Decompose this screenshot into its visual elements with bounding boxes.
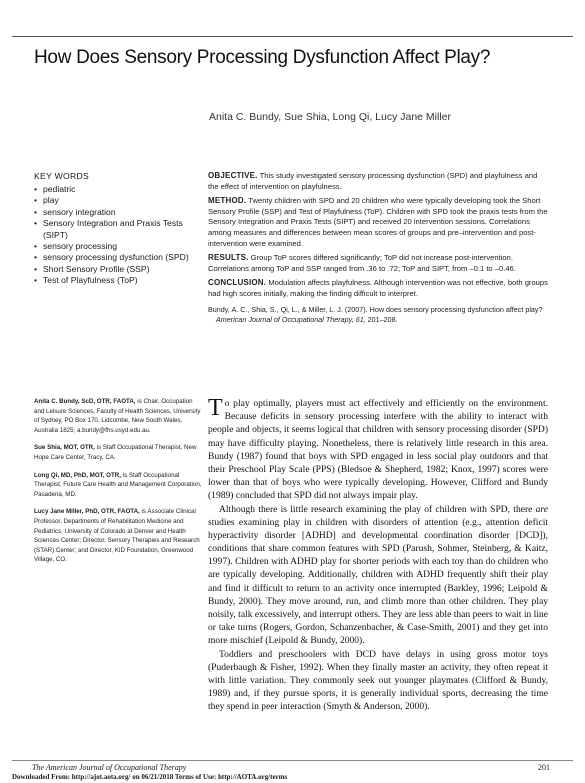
abstract-method: [208, 196, 548, 249]
affiliation-item: [34, 443, 202, 462]
keyword-item: • sensory processing: [34, 241, 202, 252]
method-text: Twenty children with SPD and 20 children who were typically developing took the Short Sensory Profile (SSP) and Test of Playfulness (ToP). Children with SPD took the praxis tests from the Sensory Integration and Praxis Tests (SIPT) and received 20 intervention sessions. Correlations among measures and differences between mean scores of groups and pre–intervention and post-intervention were examined.: [208, 196, 548, 248]
page-number: 201: [538, 763, 550, 772]
affiliation-name: Lucy Jane Miller, PhD, OTR, FAOTA,: [34, 508, 140, 516]
affiliation-name: Sue Shia, MOT, OTR,: [34, 444, 95, 452]
citation-journal: American Journal of Occupational Therapy, 61,: [216, 314, 366, 324]
conclusion-label: CONCLUSION.: [208, 278, 267, 288]
abstract-results: [208, 253, 548, 274]
affiliation-text: is Chair, Occupation and Leisure Sciences, Faculty of Health Sciences, University of Sydney, PO Box 170, Lidcombe, New South Wales, Australia 1825; a.bundy@fhs.usyd.edu.au.: [34, 398, 201, 434]
paragraph-text: Although there is little research examining the play of children with SPD, there: [219, 503, 536, 515]
body-paragraph: [208, 503, 548, 648]
citation-pages: 201–208.: [365, 314, 398, 324]
objective-label: OBJECTIVE.: [208, 171, 258, 180]
body-paragraph: [208, 648, 548, 714]
keyword-item: • pediatric: [34, 184, 202, 195]
top-rule: [12, 36, 573, 37]
keywords-list: [34, 184, 202, 287]
keyword-item: • Sensory Integration and Praxis Tests (SIPT): [34, 218, 202, 241]
drop-cap: T: [208, 395, 223, 421]
paragraph-text: Toddlers and preschoolers with DCD have delays in using gross motor toys (Puderbaugh & Fisher, 1992). When they finally master an activity, they often repeat it with little variation. They commonly seek out younger playmates (Clifford & Bundy, 1989) and, if they pursue sports, it is generally individual sports, decreasing the time they spend in peer interaction (Smyth & Anderson, 2000).: [208, 648, 548, 713]
footer-journal-name: The American Journal of Occupational Therapy: [32, 763, 187, 772]
citation-prefix: Bundy, A. C., Shia, S., Qi, L., & Miller, L. J. (2007). How does sensory processing dysfunction affect play?: [208, 304, 543, 314]
keyword-item: • Short Sensory Profile (SSP): [34, 264, 202, 275]
affiliation-item: [34, 397, 202, 435]
author-affiliations: [34, 397, 202, 573]
affiliation-name: Anita C. Bundy, ScD, OTR, FAOTA,: [34, 398, 136, 405]
affiliation-text: is Staff Occupational Therapist, Future Care Health and Management Corporation, Pasadena, MD.: [34, 471, 202, 498]
objective-text: This study investigated sensory processing dysfunction (SPD) and playfulness and the effect of intervention on playfulness.: [208, 171, 538, 191]
body-paragraph: [208, 397, 548, 503]
author-list: Anita C. Bundy, Sue Shia, Long Qi, Lucy Jane Miller: [209, 111, 452, 123]
abstract: [208, 171, 548, 329]
conclusion-text: Modulation affects playfulness. Although intervention was not effective, both groups had high scores initially, making the finding difficult to interpret.: [208, 278, 548, 298]
emphasis-text: are: [535, 503, 548, 515]
footer-rule: [12, 760, 573, 761]
article-body: [208, 397, 548, 714]
abstract-objective: [208, 171, 548, 192]
paragraph-text: o play optimally, players must act effectively and efficiently on the environment. Because deficits in sensory processing interfere with the ability to interact with people and objects, it seems logical that children with sensory processing disorder (SPD) may have difficulty playing. Nonetheless, there is relatively little research in this area. Bundy (1987) found that boys with SPD engaged in less social play outdoors and that their Preschool Play Scale (PPS) (Bledsoe & Shepherd, 1982; Knox, 1997) scores were lower than that of boys who were typically developing. However, Clifford and Bundy (1989) concluded that SPD did not always impair play.: [208, 398, 548, 502]
keyword-item: • Test of Playfulness (ToP): [34, 275, 202, 286]
affiliation-text: is Associate Clinical Professor, Departments of Rehabilitation Medicine and Pediatrics, University of Colorado at Denver and Health Sciences Center; Director, Sensory Therapies and Research (STAR) Center; and Director, KID Foundation, Greenwood Village, CO.: [34, 508, 200, 564]
results-label: RESULTS.: [208, 253, 249, 263]
citation: [208, 305, 548, 325]
results-text: Group ToP scores differed significantly; ToP did not increase post-intervention. Correlations among ToP and SSP ranged from .36 to .72; ToP and SIPT, from –0.1 to –0.46.: [208, 253, 516, 273]
download-notice: Downloaded From: http://ajot.aota.org/ on 06/21/2018 Terms of Use: http://AOTA.org/terms: [12, 773, 288, 781]
keyword-item: • play: [34, 195, 202, 206]
article-title: How Does Sensory Processing Dysfunction Affect Play?: [34, 47, 491, 68]
keyword-item: • sensory integration: [34, 207, 202, 218]
keywords-heading: KEY WORDS: [34, 171, 90, 181]
keyword-item: • sensory processing dysfunction (SPD): [34, 252, 202, 263]
affiliation-name: Long Qi, MD, PhD, MOT, OTR,: [34, 471, 121, 479]
affiliation-text: is Staff Occupational Therapist, New Hope Care Center, Tracy, CA.: [34, 444, 197, 461]
paragraph-text: studies examining play in children with disorders of attention (e.g., attention deficit hyperactivity disorder [ADHD] and developmental coordination disorder [DCD]), conditions that share common features with SPD (Parush, Sohmer, Steinberg, & Kaitz, 1997). Children with ADHD play for shorter periods with each toy than do children who are typically developing. Additionally, children with ADHD frequently shift their play and find it difficult to return to an activity once interrupted (Barkley, 1996; Leipold & Bundy, 2000). They move around, run, and climb more than other children. They play noisily, talk excessively, and interrupt others. They are less able than peers to wait in line or take turns (Rogers, Gordon, Schanzenbacher, & Case-Smith, 2001) and they get into more mischief (Leipold & Bundy, 2000).: [208, 516, 548, 647]
affiliation-item: [34, 507, 202, 565]
abstract-conclusion: [208, 278, 548, 299]
affiliation-item: [34, 471, 202, 500]
method-label: METHOD.: [208, 196, 247, 206]
